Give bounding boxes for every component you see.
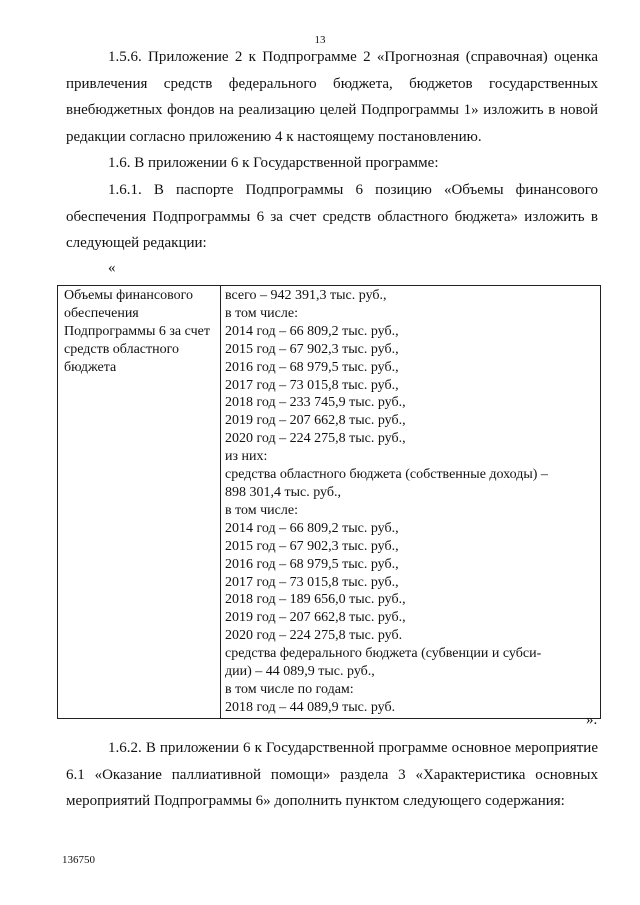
passport-table — [57, 285, 601, 719]
paragraph-1-6: 1.6. В приложении 6 к Государственной программе: — [108, 155, 439, 171]
table-value-line: средства федерального бюджета (субвенции и субси- — [225, 646, 542, 662]
table-value-line: 898 301,4 тыс. руб., — [225, 484, 341, 500]
table-value-line: 2020 год – 224 275,8 тыс. руб., — [225, 431, 406, 447]
table-value-line: 2016 год – 68 979,5 тыс. руб., — [225, 359, 399, 375]
page-number: 13 — [314, 34, 326, 46]
table-value-line: 2017 год – 73 015,8 тыс. руб., — [225, 574, 399, 590]
table-value-line: из них: — [225, 449, 268, 465]
document-code: 136750 — [62, 854, 95, 866]
close-quote: ». — [586, 712, 598, 728]
table-value-line: 2016 год – 68 979,5 тыс. руб., — [225, 556, 399, 572]
table-value-line: 2019 год – 207 662,8 тыс. руб., — [225, 413, 406, 429]
table-value-line: 2015 год – 67 902,3 тыс. руб., — [225, 341, 399, 357]
table-value-line: 2020 год – 224 275,8 тыс. руб. — [225, 628, 403, 644]
table-value-line: в том числе по годам: — [225, 681, 354, 697]
table-value-line: дии) – 44 089,9 тыс. руб., — [225, 664, 375, 680]
table-row — [58, 286, 601, 719]
table-value-line: 2018 год – 233 745,9 тыс. руб., — [225, 395, 406, 411]
table-value-line: 2018 год – 189 656,0 тыс. руб., — [225, 592, 406, 608]
paragraph-1-6-2: 1.6.2. В приложении 6 к Государственной программе основное мероприятие 6.1 «Оказание паллиативной помощи» раздела 3 «Характеристика основных мероприятий Подпрограммы 6» дополнить пунктом следующего содержания: — [66, 740, 598, 809]
table-value-line: средства областного бюджета (собственные доходы) – — [225, 467, 548, 483]
table-value-line: 2014 год – 66 809,2 тыс. руб., — [225, 323, 399, 339]
table-value-line: 2018 год – 44 089,9 тыс. руб. — [225, 699, 396, 715]
table-values-cell — [221, 286, 601, 719]
table-value-line: 2019 год – 207 662,8 тыс. руб., — [225, 610, 406, 626]
table-value-line: 2015 год – 67 902,3 тыс. руб., — [225, 538, 399, 554]
table-value-line: в том числе: — [225, 305, 298, 321]
table-value-line: в том числе: — [225, 502, 298, 518]
table-value-line: 2014 год – 66 809,2 тыс. руб., — [225, 520, 399, 536]
table-label-cell: Объемы финансового обеспечения Подпрограммы 6 за счет средств областного бюджета — [58, 286, 221, 719]
paragraph-1-5-6: 1.5.6. Приложение 2 к Подпрограмме 2 «Прогнозная (справочная) оценка привлечения средств федерального бюджета, бюджетов государственных внебюджетных фондов на реализацию целей Подпрограммы 1» изложить в новой редакции согласно приложению 4 к настоящему постановлению. — [66, 49, 598, 145]
paragraph-1-6-1: 1.6.1. В паспорте Подпрограммы 6 позицию «Объемы финансового обеспечения Подпрограммы 6 за счет средств областного бюджета» изложить в следующей редакции: — [66, 182, 598, 251]
table-value-line: всего – 942 391,3 тыс. руб., — [225, 288, 387, 303]
open-quote: « — [108, 260, 116, 276]
table-value-line: 2017 год – 73 015,8 тыс. руб., — [225, 377, 399, 393]
